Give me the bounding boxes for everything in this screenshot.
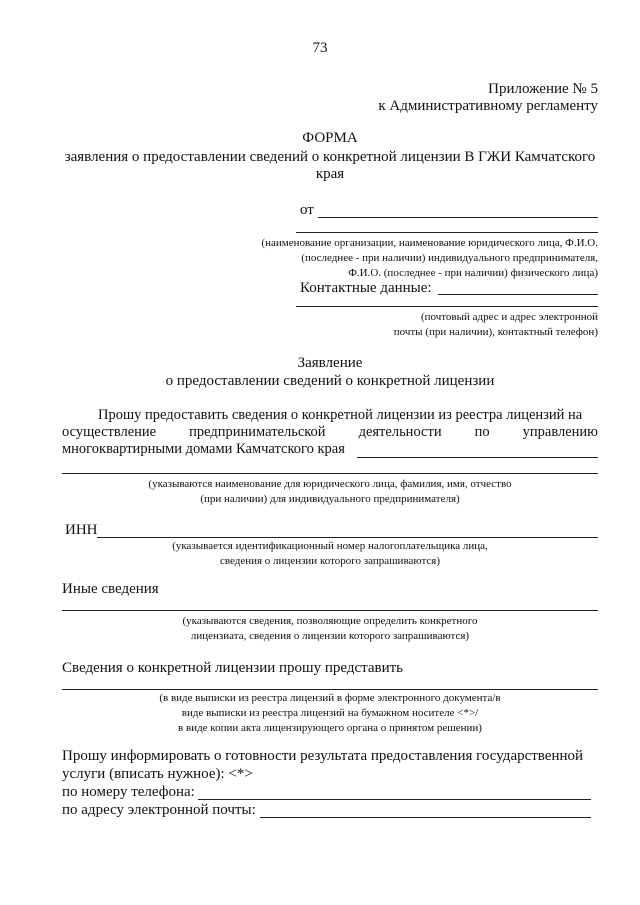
from-input-line[interactable] (318, 217, 598, 218)
other-info-caption-1: (указываются сведения, позволяющие определить конкретного (182, 615, 478, 627)
inn-label: ИНН (65, 522, 98, 538)
appendix-line-2: к Административному регламенту (378, 98, 598, 114)
form-title-line-3: края (315, 166, 345, 182)
page-number: 73 (312, 40, 328, 56)
provide-caption-1: (в виде выписки из реестра лицензий в форме электронного документа/в (159, 692, 501, 704)
inn-caption-2: сведения о лицензии которого запрашиваются) (219, 555, 440, 567)
licensee-caption-2: (при наличии) для индивидуального предпринимателя) (200, 493, 460, 505)
inn-input-line[interactable] (97, 537, 598, 538)
email-label: по адресу электронной почты: (62, 802, 256, 818)
contacts-caption-2: почты (при наличии), контактный телефон) (393, 326, 598, 338)
phone-label: по номеру телефона: (62, 784, 195, 800)
request-paragraph-line-2: осуществление предпринимательской деятельности по управлению (62, 424, 598, 440)
licensee-input-line[interactable] (357, 457, 598, 458)
request-paragraph-line-3: многоквартирными домами Камчатского края (62, 441, 345, 457)
contacts-label: Контактные данные: (300, 280, 432, 296)
inform-line-1: Прошу информировать о готовности результата предоставления государственной (62, 748, 584, 764)
provide-label: Сведения о конкретной лицензии прошу представить (62, 660, 404, 676)
statement-title: Заявление (297, 355, 363, 371)
appendix-line-1: Приложение № 5 (488, 81, 598, 97)
from-input-line-2[interactable] (296, 232, 598, 233)
statement-subtitle: о предоставлении сведений о конкретной лицензии (165, 373, 495, 389)
from-caption-2: (последнее - при наличии) индивидуального предпринимателя, (301, 252, 598, 264)
provide-caption-2: виде выписки из реестра лицензий на бумажном носителе <*>/ (181, 707, 479, 719)
provide-caption-3: в виде копии акта лицензирующего органа о принятом решении) (178, 722, 482, 734)
provide-input-line[interactable] (62, 689, 598, 690)
phone-input-line[interactable] (198, 799, 591, 800)
request-paragraph-line-1: Прошу предоставить сведения о конкретной лицензии из реестра лицензий на (98, 407, 583, 423)
other-info-label: Иные сведения (62, 581, 159, 597)
from-caption-1: (наименование организации, наименование юридического лица, Ф.И.О. (261, 237, 598, 249)
form-title-line-2: заявления о предоставлении сведений о конкретной лицензии В ГЖИ Камчатского (64, 149, 596, 165)
email-input-line[interactable] (260, 817, 591, 818)
form-title: ФОРМА (302, 130, 358, 146)
contacts-input-line[interactable] (438, 294, 598, 295)
contacts-caption-1: (почтовый адрес и адрес электронной (420, 311, 598, 323)
inn-caption-1: (указывается идентификационный номер налогоплательщика лица, (172, 540, 488, 552)
licensee-caption-1: (указываются наименование для юридического лица, фамилия, имя, отчество (148, 478, 512, 490)
other-info-input-line[interactable] (62, 610, 598, 611)
contacts-input-line-2[interactable] (296, 306, 598, 307)
other-info-caption-2: лицензиата, сведения о лицензии которого запрашиваются) (190, 630, 470, 642)
from-label: от (300, 202, 314, 218)
licensee-input-line-2[interactable] (62, 473, 598, 474)
from-caption-3: Ф.И.О. (последнее - при наличии) физического лица) (348, 267, 598, 279)
inform-line-2: услуги (вписать нужное): <*> (62, 766, 253, 782)
